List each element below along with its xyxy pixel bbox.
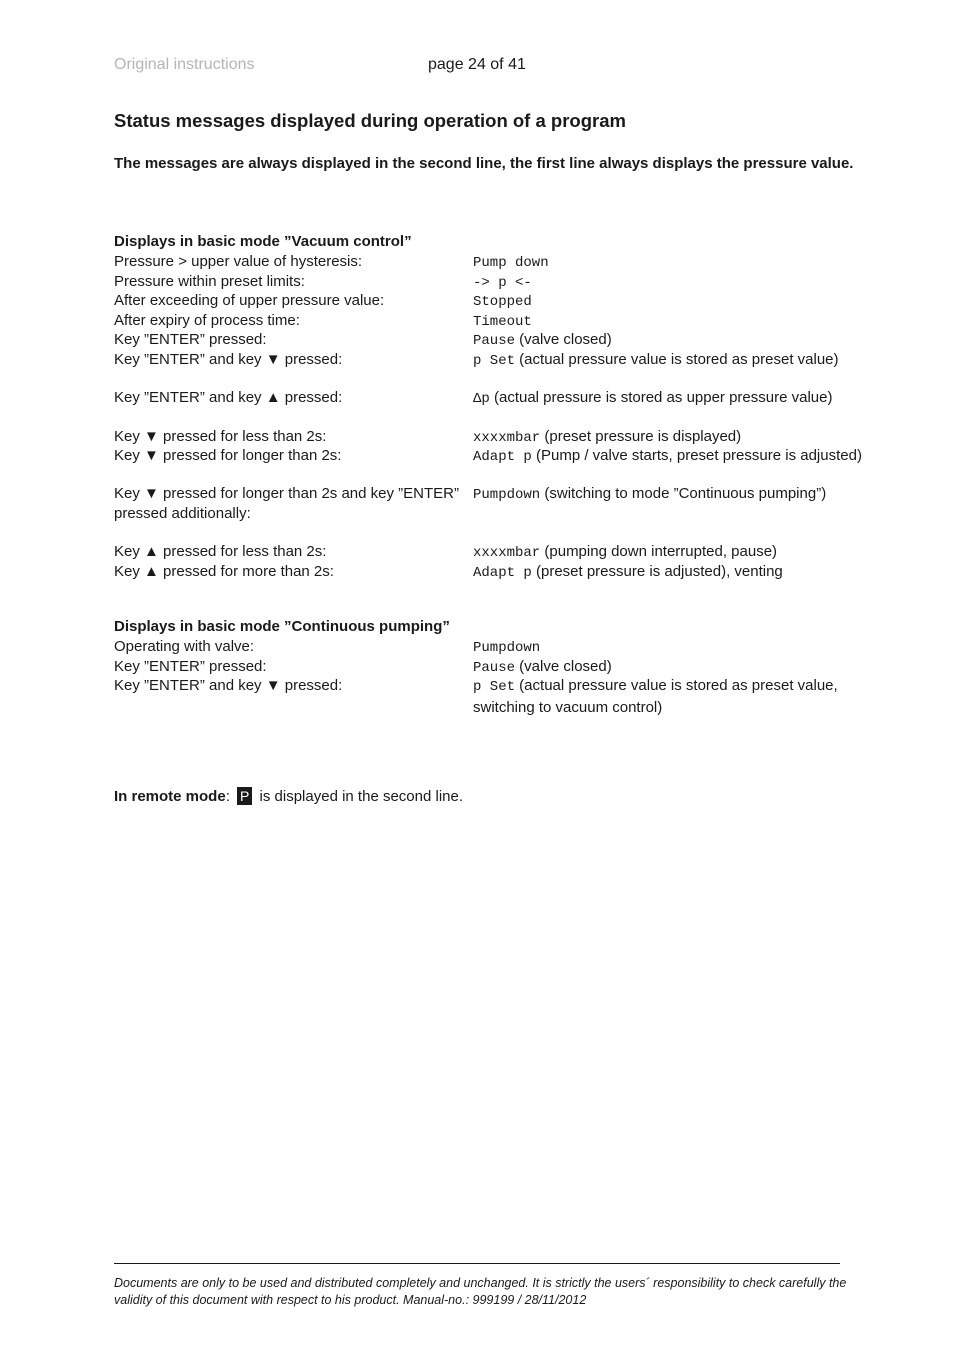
remote-p-symbol: P [237,787,252,805]
condition-label: Key ▲ pressed for more than 2s: [114,562,334,580]
table-row [114,388,863,427]
table-row [114,637,863,657]
display-code: xxxxmbar [473,429,541,446]
condition-label: Key ”ENTER” pressed: [114,331,267,348]
section-heading: Displays in basic mode ”Continuous pumping” [114,618,450,635]
table-row [114,446,863,484]
table-row [114,427,863,447]
display-description: (preset pressure is displayed) [540,427,742,445]
display-description: (actual pressure is stored as upper pressure value) [489,388,833,406]
condition-label: After expiry of process time: [114,311,300,329]
display-code: Pumpdown [473,640,541,656]
condition-label: Key ▼ pressed for longer than 2s and key ”ENTER” pressed additionally: [114,485,459,522]
display-code: Adapt p [473,564,532,581]
condition-label: Key ”ENTER” and key ▲ pressed: [114,388,343,406]
table-row [114,657,863,677]
display-code: p Set [473,679,516,695]
footer-divider [114,1263,840,1264]
display-description: (Pump / valve starts, preset pressure is adjusted) [531,447,862,464]
display-description: (switching to mode ”Continuous pumping”) [540,485,827,502]
display-code: -> p <- [473,274,532,291]
display-description: (pumping down interrupted, pause) [540,543,778,560]
page-title: Status messages displayed during operation of a program [114,110,626,131]
display-code: Pause [473,659,516,676]
display-description: (actual pressure value is stored as preset value) [515,350,839,368]
table-row [114,272,863,292]
display-description: (valve closed) [515,657,612,675]
condition-label: Key ”ENTER” pressed: [114,657,267,675]
display-description: (valve closed) [515,331,612,348]
footer-disclaimer: Documents are only to be used and distributed completely and unchanged. It is strictly the users´ responsibility to check carefully the validity of this document with respect to his product. Manual-no.: 999199 / 28/11/2012 [114,1276,847,1307]
display-code: xxxxmbar [473,545,541,561]
condition-label: Pressure > upper value of hysteresis: [114,253,363,270]
display-code: Pause [473,333,516,349]
display-description: (preset pressure is adjusted), venting [531,562,783,580]
remote-mode-note [114,787,463,807]
condition-label: Key ”ENTER” and key ▼ pressed: [114,350,343,368]
display-code: Adapt p [473,449,532,465]
display-description: (actual pressure value is stored as preset value, switching to vacuum control) [473,677,838,716]
condition-label: Operating with valve: [114,638,255,655]
table-row [114,562,863,582]
continuous-pumping-section [114,617,863,715]
display-code: Pump down [473,255,549,271]
vacuum-control-section [114,232,863,581]
condition-label: Key ▲ pressed for less than 2s: [114,543,327,560]
remote-mode-text: is displayed in the second line. [255,788,464,805]
table-row [114,311,863,331]
condition-label: Key ▼ pressed for longer than 2s: [114,447,342,464]
intro-text: The messages are always displayed in the second line, the first line always displays the pressure value. [114,155,854,172]
table-row [114,252,863,272]
table-row [114,676,863,715]
condition-label: Key ▼ pressed for less than 2s: [114,427,327,445]
condition-label: Pressure within preset limits: [114,272,305,290]
display-code: Stopped [473,294,532,310]
display-code: Pumpdown [473,487,541,503]
remote-mode-colon: : [225,788,230,805]
table-row [114,484,863,542]
condition-label: Key ”ENTER” and key ▼ pressed: [114,677,343,694]
display-code: Δp [473,390,490,407]
section-heading: Displays in basic mode ”Vacuum control” [114,233,412,250]
table-row [114,291,863,311]
table-row [114,542,863,562]
display-code: p Set [473,352,516,369]
page-number: page 24 of 41 [428,56,526,73]
condition-label: After exceeding of upper pressure value: [114,292,385,309]
header-label: Original instructions [114,56,255,73]
display-code: Timeout [473,313,532,330]
table-row [114,330,863,350]
remote-mode-label: In remote mode [114,788,226,805]
table-row [114,350,863,388]
